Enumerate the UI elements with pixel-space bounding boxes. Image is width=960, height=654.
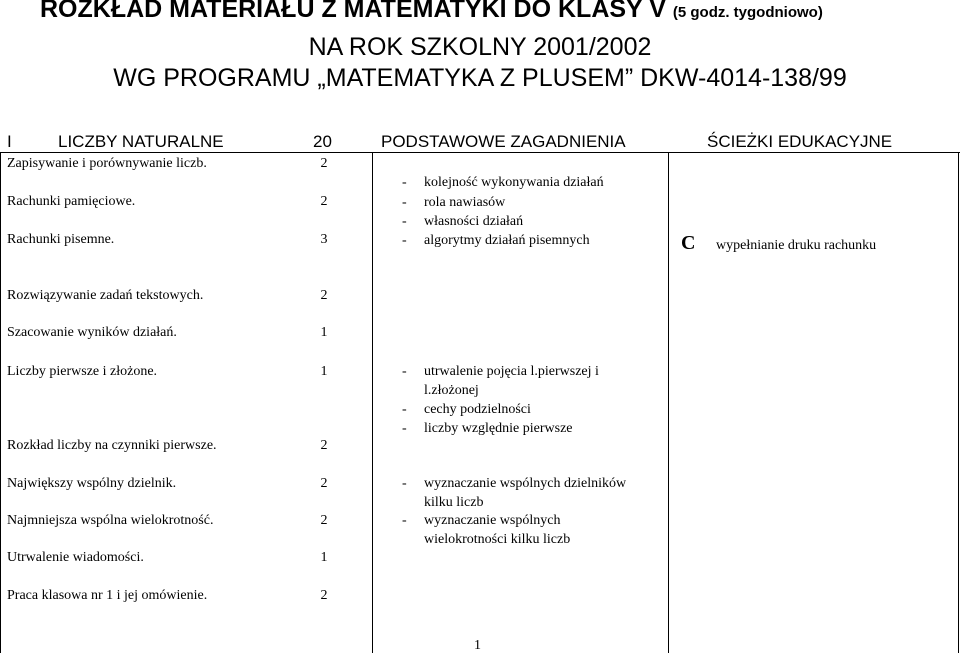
topic-hours: 1 <box>320 325 328 340</box>
topic-item: Rachunki pisemne. <box>7 232 115 247</box>
goal-item-continued: l.złożonej <box>424 383 479 398</box>
topic-item: Praca klasowa nr 1 i jej omówienie. <box>7 588 208 603</box>
bullet-dash: - <box>402 233 407 248</box>
path-text: wypełnianie druku rachunku <box>716 238 877 253</box>
column-divider-left <box>0 152 1 653</box>
topic-hours: 2 <box>320 288 328 303</box>
bullet-dash: - <box>402 195 407 210</box>
section-title: LICZBY NATURALNE <box>58 132 224 151</box>
goal-item: wyznaczanie wspólnych <box>424 513 561 528</box>
column-divider-edge <box>958 152 959 653</box>
topic-hours: 2 <box>320 513 328 528</box>
title-line-3: WG PROGRAMU „MATEMATYKA Z PLUSEM” DKW-4014-138/99 <box>113 64 847 92</box>
topic-item: Rozwiązywanie zadań tekstowych. <box>7 288 204 303</box>
column-divider-middle <box>372 152 373 653</box>
topic-hours: 2 <box>320 156 328 171</box>
goal-item: własności działań <box>424 214 524 229</box>
topic-item: Zapisywanie i porównywanie liczb. <box>7 156 207 171</box>
goal-item-continued: kilku liczb <box>424 495 484 510</box>
bullet-dash: - <box>402 421 407 436</box>
topic-hours: 1 <box>320 550 328 565</box>
topic-item: Szacowanie wyników działań. <box>7 325 177 340</box>
title-line-2: NA ROK SZKOLNY 2001/2002 <box>308 33 652 61</box>
topic-item: Najmniejsza wspólna wielokrotność. <box>7 513 214 528</box>
goal-item: kolejność wykonywania działań <box>424 175 604 190</box>
topic-item: Największy wspólny dzielnik. <box>7 476 177 491</box>
bullet-dash: - <box>402 402 407 417</box>
bullet-dash: - <box>402 175 407 190</box>
topic-item: Liczby pierwsze i złożone. <box>7 364 158 379</box>
goal-item: algorytmy działań pisemnych <box>424 233 590 248</box>
title-line-1: ROZKŁAD MATERIAŁU Z MATEMATYKI DO KLASY V (5 godz. tygodniowo) <box>40 0 823 23</box>
goal-item: utrwalenie pojęcia l.pierwszej i <box>424 364 599 379</box>
topic-hours: 1 <box>320 364 328 379</box>
topic-hours: 2 <box>320 588 328 603</box>
goal-item-continued: wielokrotności kilku liczb <box>424 532 571 547</box>
bullet-dash: - <box>402 513 407 528</box>
section-hours: 20 <box>313 132 332 151</box>
header-divider <box>0 152 960 153</box>
title-line-1-note: (5 godz. tygodniowo) <box>672 4 823 21</box>
topic-item: Rachunki pamięciowe. <box>7 194 136 209</box>
bullet-dash: - <box>402 364 407 379</box>
topic-item: Rozkład liczby na czynniki pierwsze. <box>7 438 217 453</box>
bullet-dash: - <box>402 214 407 229</box>
page-number: 1 <box>474 638 481 653</box>
goal-item: liczby względnie pierwsze <box>424 421 573 436</box>
paths-header: ŚCIEŻKI EDUKACYJNE <box>707 132 893 151</box>
goal-item: cechy podzielności <box>424 402 531 417</box>
path-marker: C <box>681 232 696 254</box>
column-divider-right <box>668 152 669 653</box>
section-number: I <box>7 132 12 151</box>
goal-item: rola nawiasów <box>424 195 506 210</box>
goal-item: wyznaczanie wspólnych dzielników <box>424 476 627 491</box>
topic-hours: 3 <box>320 232 328 247</box>
basics-header: PODSTAWOWE ZAGADNIENIA <box>381 132 626 151</box>
bullet-dash: - <box>402 476 407 491</box>
topic-hours: 2 <box>320 438 328 453</box>
topic-item: Utrwalenie wiadomości. <box>7 550 144 565</box>
topic-hours: 2 <box>320 476 328 491</box>
topic-hours: 2 <box>320 194 328 209</box>
